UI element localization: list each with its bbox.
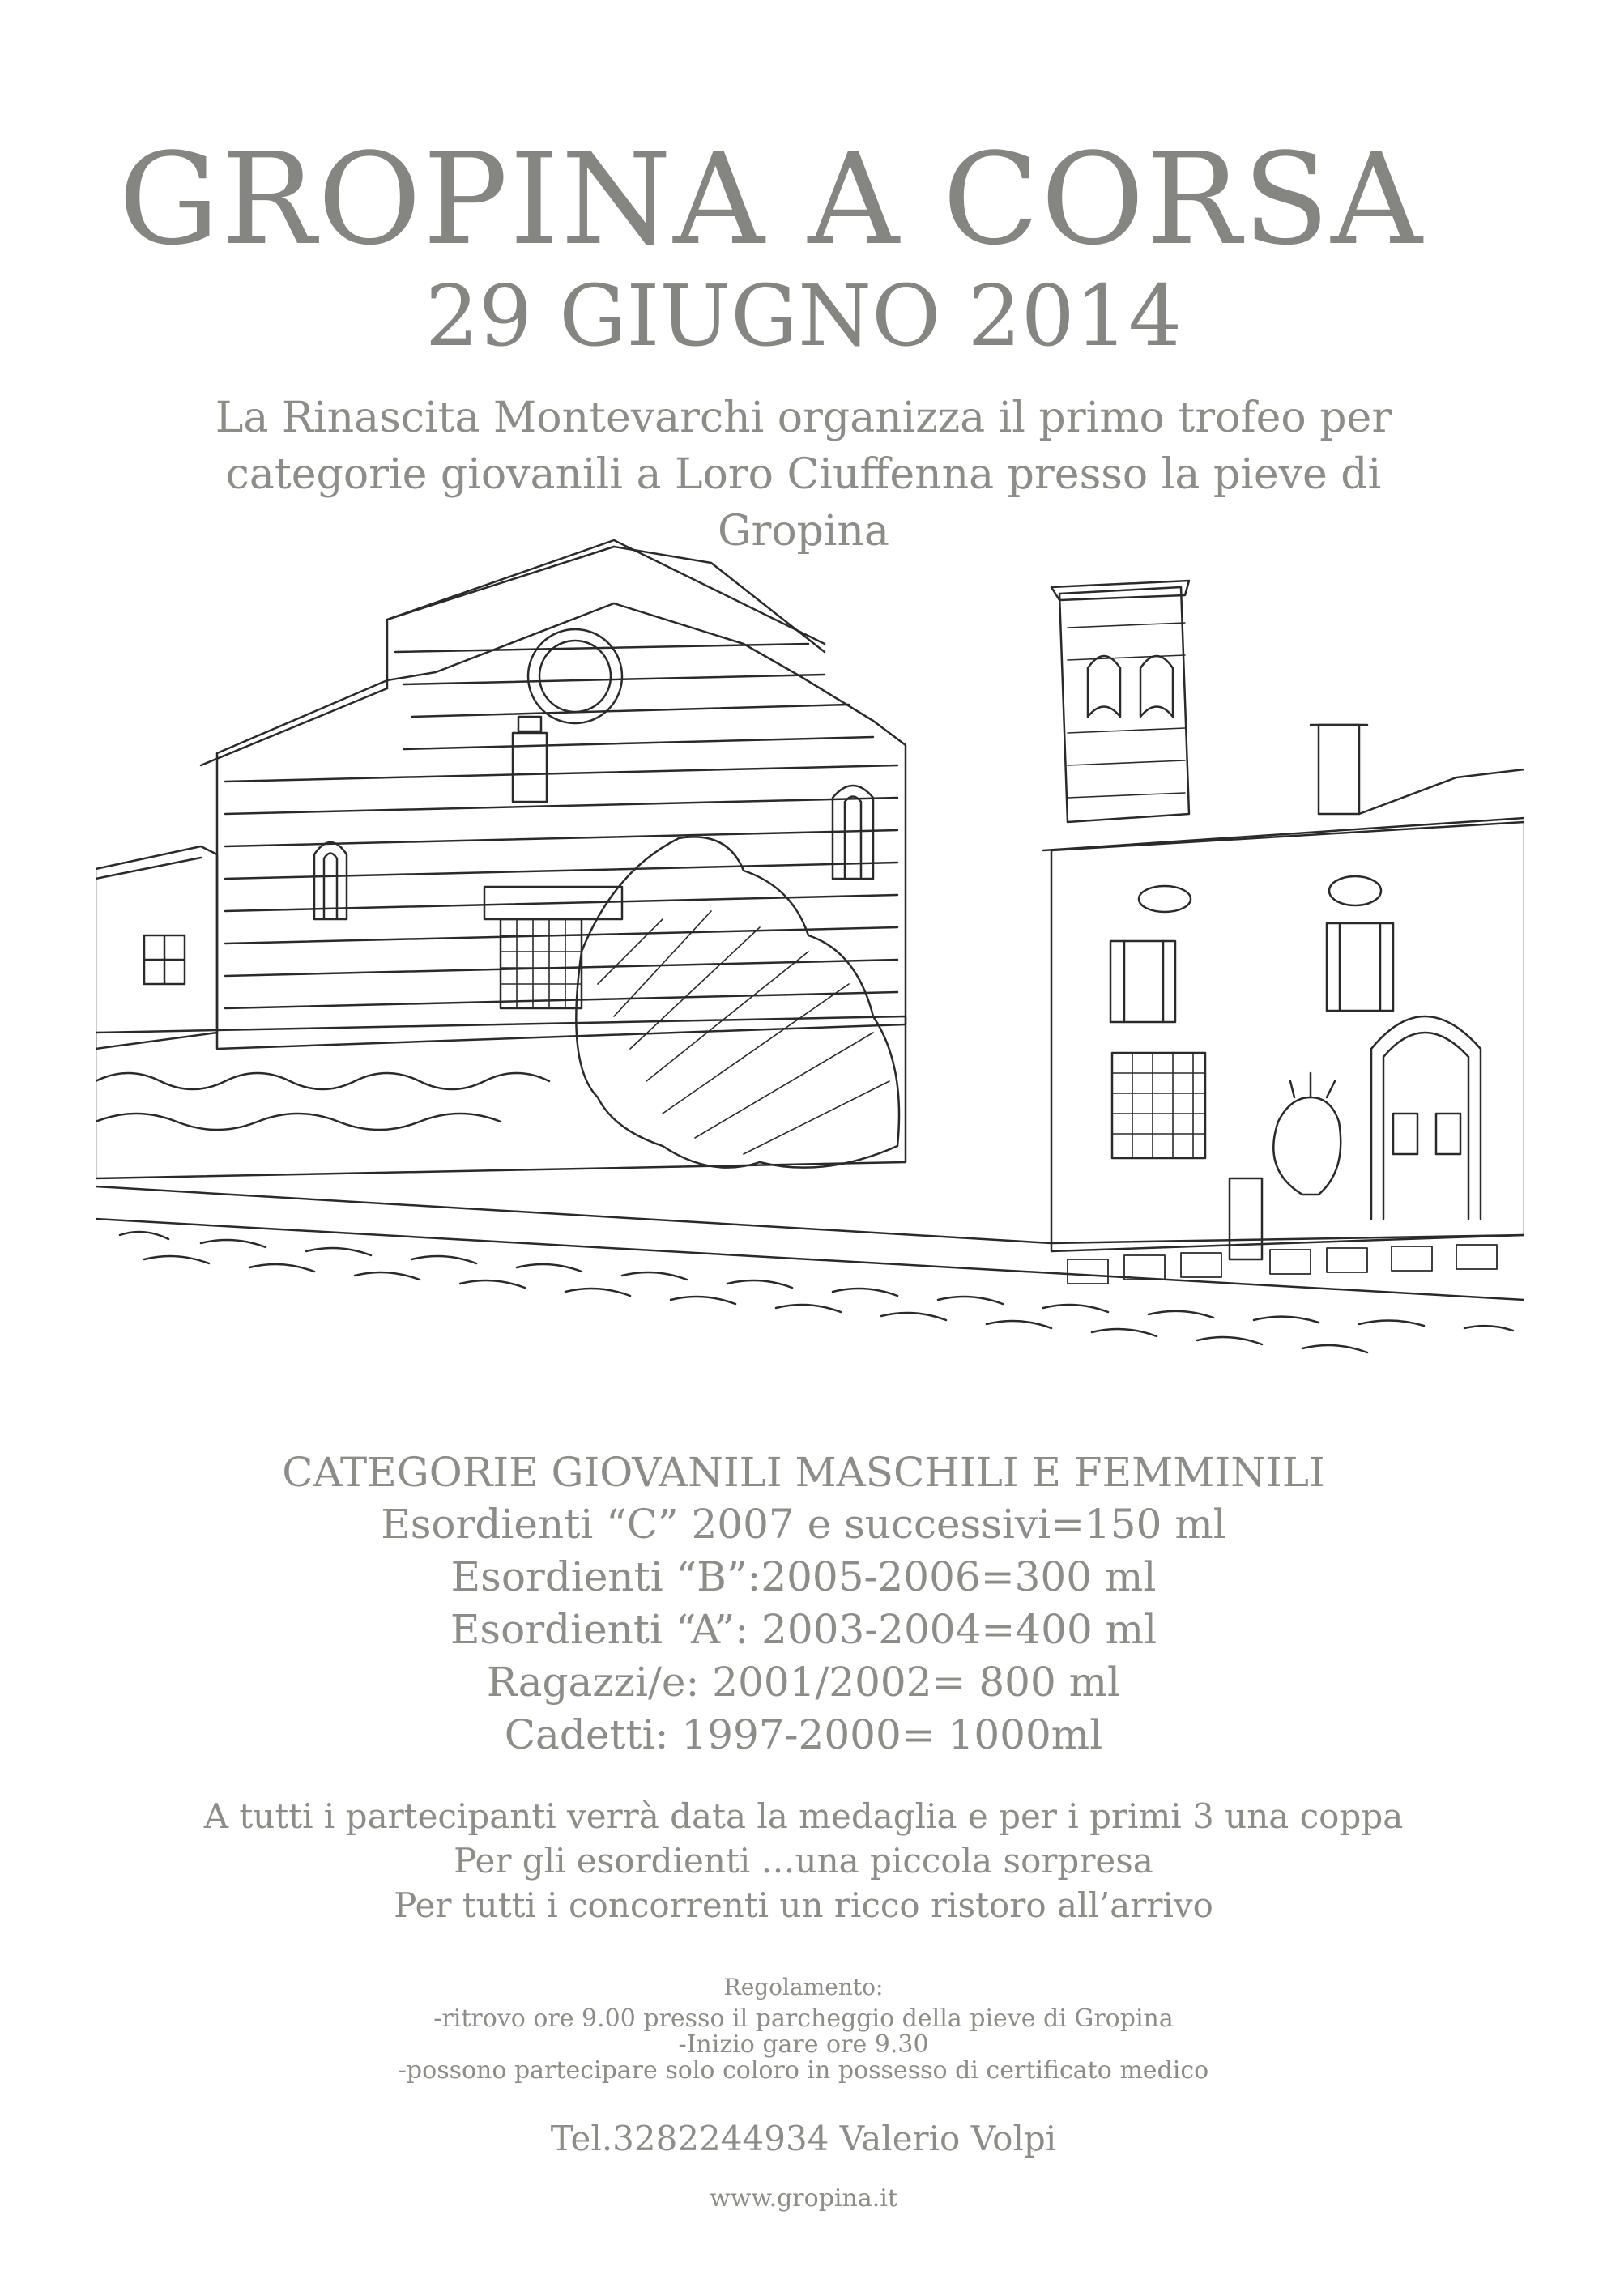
category-item: Esordienti “A”: 2003-2004=400 ml [450,1606,1157,1653]
tree [576,837,899,1167]
info-line: Per gli esordienti …una piccola sorpresa [454,1841,1153,1881]
rules-item: -ritrovo ore 9.00 presso il parcheggio della pieve di Gropina [433,2004,1174,2033]
intro-line: Gropina [717,507,890,556]
poster-title: GROPINA A CORSA [118,126,1424,273]
pieve-di-gropina-drawing [96,530,1524,1421]
info-line: Per tutti i concorrenti un ricco ristoro all’arrivo [394,1885,1213,1925]
website-link[interactable]: www.gropina.it [710,2184,897,2213]
rules-item: -possono partecipare solo coloro in possesso di certificato medico [398,2056,1209,2085]
categories-heading: CATEGORIE GIOVANILI MASCHILI E FEMMINILI [282,1449,1325,1496]
intro-line: categorie giovanili a Loro Ciuffenna presso la pieve di [225,450,1382,499]
event-date: 29 GIUGNO 2014 [424,266,1183,365]
info-line: A tutti i partecipanti verrà data la medaglia e per i primi 3 una coppa [203,1796,1404,1836]
category-item: Esordienti “B”:2005-2006=300 ml [450,1553,1157,1600]
category-item: Ragazzi/e: 2001/2002= 800 ml [486,1659,1121,1706]
left-house [96,846,217,1049]
bell-tower [1059,587,1189,822]
rules-heading: Regolamento: [723,1974,884,2000]
church-facade [217,603,906,1049]
category-item: Cadetti: 1997-2000= 1000ml [504,1711,1103,1758]
contact-phone: Tel.3282244934 Valerio Volpi [550,2119,1057,2158]
intro-line: La Rinascita Montevarchi organizza il primo trofeo per [215,394,1392,442]
category-item: Esordienti “C” 2007 e successivi=150 ml [381,1501,1226,1548]
rules-item: -Inizio gare ore 9.30 [678,2030,929,2059]
right-house [1051,822,1524,1251]
